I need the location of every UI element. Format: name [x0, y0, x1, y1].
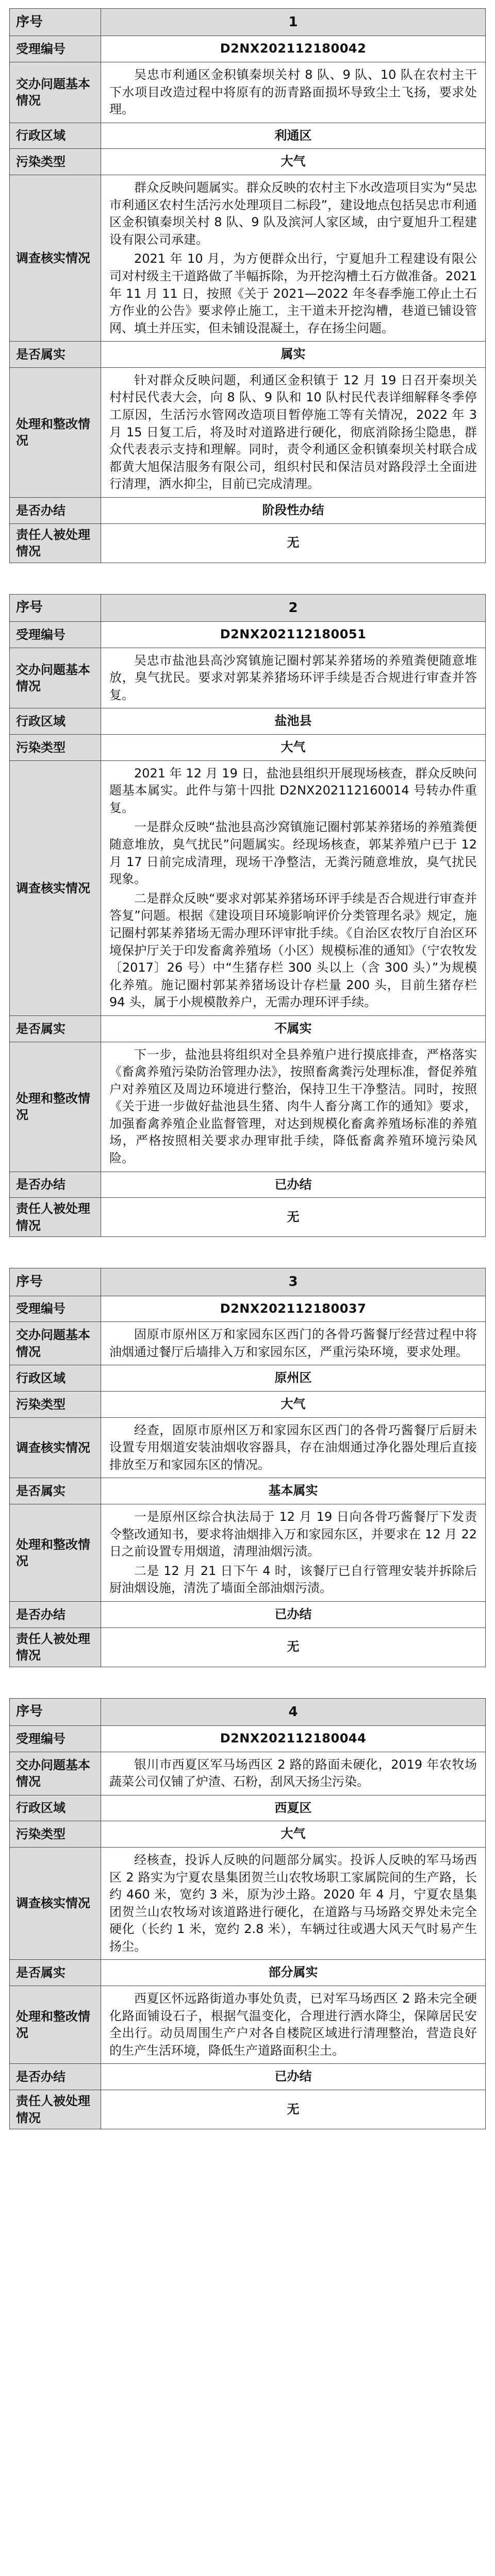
investigation-paragraph: 经核查，投诉人反映的问题部分属实。投诉人反映的军马场西区 2 路实为宁夏农垦集团贺兰山农牧场职工家属院间的生产路，长约 460 米，宽约 3 米，原为沙土路。2020 年 4 月，宁夏农垦集团贺兰山农牧场对该道路进行硬化，在道路与马场路交界处未完全硬化（长约 1 米，宽约 2.8 米），车辆过往或遇大风天气时易产生扬尘。: [109, 1852, 477, 1954]
verdict-value: 部分属实: [101, 1960, 486, 1986]
verdict-label: 是否属实: [10, 1960, 101, 1986]
handling-paragraph: 西夏区怀远路街道办事处负责，已对军马场西区 2 路未完全硬化路面铺设石子，根据气温变化，合理进行洒水降尘，保障居民安全出行。动员周围生产户对各自楼院区域进行清理整治，营造良好的生产生活环境，降低生产道路面积尘土。: [109, 1991, 477, 2058]
verdict-value: 不属实: [101, 1015, 486, 1042]
case-table: [9, 1698, 486, 2129]
investigation-text: [101, 175, 486, 341]
problem-label: 交办问题基本情况: [10, 1752, 101, 1795]
region-label: 行政区域: [10, 1365, 101, 1392]
seq-number: 3: [101, 1268, 486, 1296]
investigation-label: 调查核实情况: [10, 1417, 101, 1478]
case-table: [9, 594, 486, 1238]
seq-number: 4: [101, 1698, 486, 1725]
pollution-value: 大气: [101, 1392, 486, 1418]
pollution-label: 污染类型: [10, 735, 101, 761]
code-label: 受理编号: [10, 36, 101, 62]
done-label: 是否办结: [10, 1172, 101, 1198]
investigation-paragraph: 群众反映问题属实。群众反映的农村主下水改造项目实为“吴忠市利通区农村生活污水处理项目二标段”，建设地点包括吴忠市利通区金积镇秦坝关村 8 队、9 队及滨河人家区域，由宁夏旭升工程建设有限公司承建。: [109, 180, 477, 247]
pollution-label: 污染类型: [10, 1392, 101, 1418]
case-card: [9, 1698, 486, 2129]
accountability-value: 无: [101, 1628, 486, 1667]
investigation-text: [101, 760, 486, 1015]
handling-text: [101, 367, 486, 497]
pollution-value: 大气: [101, 735, 486, 761]
pollution-value: 大气: [101, 1821, 486, 1848]
case-table: [9, 8, 486, 563]
handling-paragraph: 针对群众反映问题，利通区金积镇于 12 月 19 日召开秦坝关村村民代表大会，向 8 队、9 队和 10 队村民代表详细解释冬季停工原因，生活污水管网改造项目暂停施工等有关情况，2022 年 3 月 15 日复工后，将及时对道路进行硬化，彻底消除扬尘隐患，群众代表表示支持和理解。同时，责令利通区金积镇秦坝关村联合成都黄大旭保洁服务有限公司，组织村民和保洁员对路段浮土全面进行清理，洒水抑尘，目前已完成清理。: [109, 372, 477, 492]
investigation-paragraph: 2021 年 12 月 19 日，盐池县组织开展现场核查，群众反映问题基本属实。此件与第十四批 D2NX202112160014 号转办件重复。: [109, 766, 477, 815]
seq-number: 1: [101, 9, 486, 36]
accountability-label: 责任人被处理情况: [10, 1628, 101, 1667]
pollution-label: 污染类型: [10, 149, 101, 175]
problem-description: 吴忠市利通区金积镇秦坝关村 8 队、9 队、10 队在农村主干下水项目改造过程中将原有的沥青路面损坏导致尘土飞扬，要求处理。: [101, 62, 486, 123]
handling-label: 处理和整改情况: [10, 1042, 101, 1172]
case-card: [9, 594, 486, 1238]
verdict-value: 基本属实: [101, 1478, 486, 1504]
case-card: [9, 1268, 486, 1667]
verdict-label: 是否属实: [10, 342, 101, 368]
pollution-value: 大气: [101, 149, 486, 175]
investigation-text: [101, 1417, 486, 1478]
investigation-paragraph: 经查，固原市原州区万和家园东区西门的各骨巧酱餐厅后厨未设置专用烟道安装油烟收容器具，存在油烟通过净化器处理后直接排放至万和家园东区的情况。: [109, 1422, 477, 1472]
handling-paragraph: 二是 12 月 21 日下午 4 时，该餐厅已自行管理安装并拆除后厨油烟设施，清洗了墙面全部油烟污渍。: [109, 1563, 477, 1596]
verdict-label: 是否属实: [10, 1478, 101, 1504]
seq-label: 序号: [10, 1698, 101, 1725]
region-value: 利通区: [101, 123, 486, 149]
pollution-label: 污染类型: [10, 1821, 101, 1848]
accountability-label: 责任人被处理情况: [10, 523, 101, 563]
done-value: 已办结: [101, 2064, 486, 2090]
investigation-label: 调查核实情况: [10, 1847, 101, 1960]
problem-label: 交办问题基本情况: [10, 62, 101, 123]
done-value: 已办结: [101, 1172, 486, 1198]
done-label: 是否办结: [10, 1601, 101, 1628]
code-label: 受理编号: [10, 1725, 101, 1752]
region-label: 行政区域: [10, 123, 101, 149]
seq-number: 2: [101, 594, 486, 621]
verdict-value: 属实: [101, 342, 486, 368]
handling-paragraph: 下一步，盐池县将组织对全县养殖户进行摸底排查，严格落实《畜禽养殖污染防治管理办法》，按照畜禽粪污处理标准，督促养殖户对养殖区及周边环境进行整治，保持卫生干净整洁。同时，按照《关于进一步做好盐池县生猪、肉牛人畜分离工作的通知》要求，加强畜禽养殖企业监督管理，对达到规模化畜禽养殖场标准的养殖场，严格按照相关要求办理审批手续，降低畜禽养殖环境污染风险。: [109, 1047, 477, 1166]
accountability-value: 无: [101, 1198, 486, 1237]
verdict-label: 是否属实: [10, 1015, 101, 1042]
accountability-label: 责任人被处理情况: [10, 2090, 101, 2129]
code-label: 受理编号: [10, 622, 101, 648]
acceptance-code: D2NX202112180044: [101, 1725, 486, 1752]
acceptance-code: D2NX202112180037: [101, 1296, 486, 1322]
seq-label: 序号: [10, 594, 101, 621]
handling-paragraph: 一是原州区综合执法局于 12 月 19 日向各骨巧酱餐厅下发责令整改通知书，要求将油烟排入万和家园东区，并要求在 12 月 22 日之前设置专用烟道，清理油烟污渍。: [109, 1509, 477, 1559]
acceptance-code: D2NX202112180042: [101, 36, 486, 62]
accountability-label: 责任人被处理情况: [10, 1198, 101, 1237]
region-value: 原州区: [101, 1365, 486, 1392]
investigation-label: 调查核实情况: [10, 760, 101, 1015]
accountability-value: 无: [101, 523, 486, 563]
acceptance-code: D2NX202112180051: [101, 622, 486, 648]
code-label: 受理编号: [10, 1296, 101, 1322]
done-value: 阶段性办结: [101, 498, 486, 524]
seq-label: 序号: [10, 9, 101, 36]
done-value: 已办结: [101, 1601, 486, 1628]
investigation-text: [101, 1847, 486, 1960]
handling-text: [101, 1042, 486, 1172]
investigation-paragraph: 2021 年 10 月，为方便群众出行，宁夏旭升工程建设有限公司对村级主干道路做了半幅拆除，为开挖沟槽土石方做准备。2021 年 11 月 11 日，按照《关于 2021—2022 年冬春季施工停止土石方作业的公告》要求停止施工，主干道未开挖沟槽，巷道已铺设管网、填土并压实，但未铺设混凝土，存在扬尘问题。: [109, 251, 477, 335]
case-table: [9, 1268, 486, 1667]
handling-text: [101, 1986, 486, 2064]
handling-label: 处理和整改情况: [10, 367, 101, 497]
done-label: 是否办结: [10, 498, 101, 524]
region-label: 行政区域: [10, 708, 101, 735]
done-label: 是否办结: [10, 2064, 101, 2090]
case-card: [9, 8, 486, 563]
handling-text: [101, 1504, 486, 1601]
problem-label: 交办问题基本情况: [10, 1322, 101, 1365]
region-value: 盐池县: [101, 708, 486, 735]
handling-label: 处理和整改情况: [10, 1986, 101, 2064]
region-value: 西夏区: [101, 1795, 486, 1821]
problem-description: 固原市原州区万和家园东区西门的各骨巧酱餐厅经营过程中将油烟通过餐厅后墙排入万和家园东区，严重污染环境，要求处理。: [101, 1322, 486, 1365]
seq-label: 序号: [10, 1268, 101, 1296]
problem-label: 交办问题基本情况: [10, 648, 101, 708]
problem-description: 吴忠市盐池县高沙窝镇施记圈村郭某养猪场的养殖粪便随意堆放，臭气扰民。要求对郭某养猪场环评手续是否合规进行审查并答复。: [101, 648, 486, 708]
investigation-paragraph: 一是群众反映“盐池县高沙窝镇施记圈村郭某养猪场的养殖粪便随意堆放，臭气扰民”问题属实。经现场核查，郭某养殖户已于 12 月 17 日前完成清理，现场干净整洁，无粪污随意堆放，臭气扰民现象。: [109, 820, 477, 887]
investigation-label: 调查核实情况: [10, 175, 101, 341]
region-label: 行政区域: [10, 1795, 101, 1821]
accountability-value: 无: [101, 2090, 486, 2129]
handling-label: 处理和整改情况: [10, 1504, 101, 1601]
investigation-paragraph: 二是群众反映“要求对郭某养猪场环评手续是否合规进行审查并答复”问题。根据《建设项目环境影响评价分类管理名录》规定，施记圈村郭某养猪场无需办理环评审批手续。《自治区农牧厅自治区环境保护厅关于印发畜禽养殖场（小区）规模标准的通知》（宁农牧发〔2017〕26 号）中“生猪存栏 300 头以上（含 300 头）”为规模化养殖。施记圈村郭某养猪场设计存栏量 200 头，目前生猪存栏 94 头，属于小规模散养户，无需办理环评手续。: [109, 891, 477, 1010]
problem-description: 银川市西夏区军马场西区 2 路的路面未硬化，2019 年农牧场蔬菜公司仅铺了炉渣、石粉，刮风天扬尘污染。: [101, 1752, 486, 1795]
